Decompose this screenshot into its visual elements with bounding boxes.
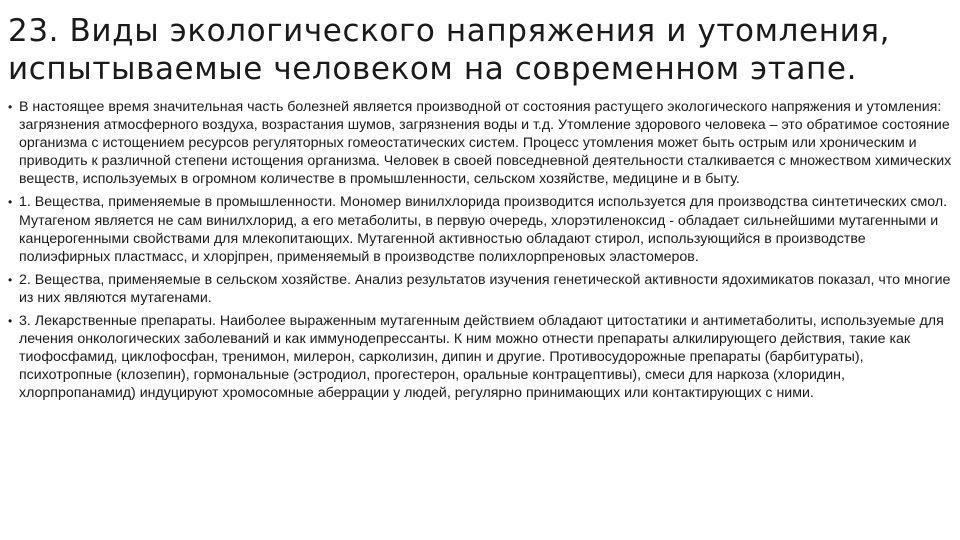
list-item-intro [8,98,953,188]
list-item-medicine [8,312,953,402]
bullet-icon: • [8,100,13,114]
paragraph-text: 3. Лекарственные препараты. Наиболее выраженным мутагенным действием обладают цитостатики и антиметаболиты, используемые для лечения онкологических заболеваний и как иммунодепрессанты. К ним можно отнести препараты алкилирующего действия, такие как тиофосфамид, циклофосфан, тренимон, милерон, сарколизин, дипин и другие. Противосудорожные препараты (барбитураты), психотропные (клозепин), гормональные (эстродиол, прогестерон, оральные контрацептивы), смеси для наркоза (хлоридин, хлорпропанамид) индуцируют хромосомные аберрации у людей, регулярно принимающих или контактирующих с ними. [19,313,944,402]
bullet-list [8,98,953,408]
bullet-icon: • [8,314,13,329]
paragraph-text: 1. Вещества, применяемые в промышленности. Мономер винилхлорида производится используется для производства синтетических смол. Мутагеном является не сам винилхлорид, а его метаболиты, в первую очередь, хлорэтиленоксид - обладает сильнейшими мутагенными и канцерогенными свойствами для млекопитающих. Мутагенной активностью обладают стирол, использующийся в производстве полиэфирных пластмасс, и хлорјпрен, применяемый в производстве полихлорпреновых эластомеров. [19,194,948,265]
bullet-icon: • [8,195,13,210]
paragraph-text: В настоящее время значительная часть болезней является производной от состояния растущего экологического напряжения и утомления: загрязнения атмосферного воздуха, возрастания шумов, загрязнения воды и т.д. Утомление здорового человека – это обратимое состояние организма с истощением ресурсов регуляторных гомеостатических систем. Процесс утомления может быть острым или хроническим и приводить к различной степени истощения организма. Человек в своей повседневной деятельности сталкивается с множеством химических веществ, используемых в огромном количестве в промышленности, сельском хозяйстве, медицине и в быту. [19,99,952,188]
paragraph-text: 2. Вещества, применяемые в сельском хозяйстве. Анализ результатов изучения генетической активности ядохимикатов показал, что многие из них являются мутагенами. [19,271,951,306]
list-item-industry [8,193,953,265]
slide-title: 23. Виды экологического напряжения и утомления, испытываемые человеком на современном этапе. [8,13,891,87]
bullet-icon: • [8,272,13,287]
list-item-agriculture [8,271,953,307]
